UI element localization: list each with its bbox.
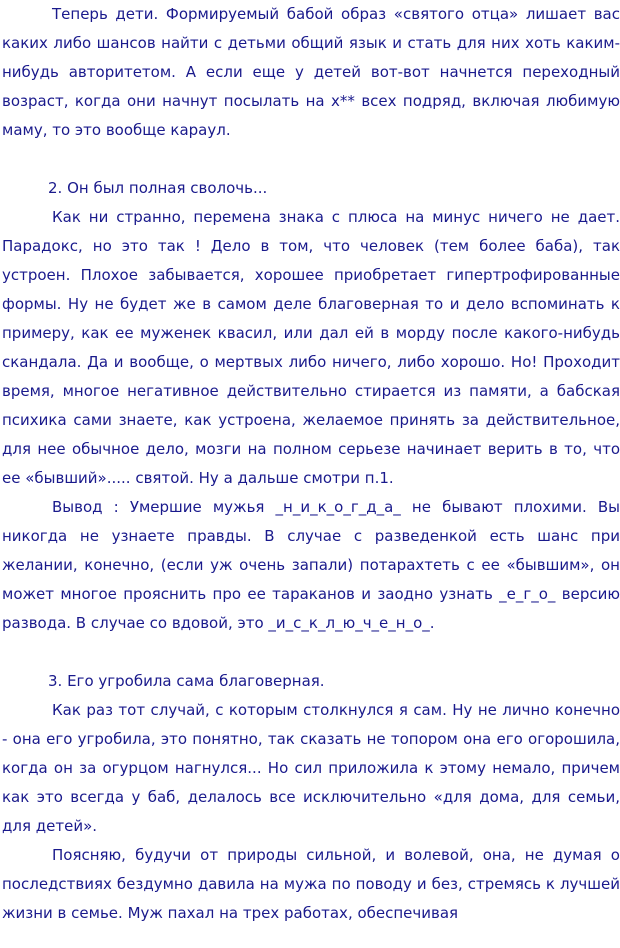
section-heading-3: 3. Его угробила сама благоверная.: [48, 672, 325, 690]
paragraph-conclusion: Вывод : Умершие мужья _н_и_к_о_г_д_а_ не бывают плохими. Вы никогда не узнаете правды. В случае с разведенкой есть шанс при желании, конечно, (если уж очень запали) потарахтеть с ее «бывшим», он может многое прояснить про ее тараканов и заодно узнать _е_г_о_ версию развода. В случае со вдовой, это _и_с_к_л_ю_ч_е_н_о_.: [2, 498, 620, 632]
paragraph-explanation: Поясняю, будучи от природы сильной, и волевой, она, не думая о последствиях бездумно давила на мужа по поводу и без, стремясь к лучшей жизни в семье. Муж пахал на трех работах, обеспечивая: [2, 846, 620, 922]
section-gap: [0, 638, 620, 667]
section-heading-2: 2. Он был полная сволочь...: [48, 179, 268, 197]
paragraph-case: Как раз тот случай, с которым столкнулся я сам. Ну не лично конечно - она его угробила, это понятно, так сказать не топором она его огорошила, когда он за огурцом нагнулся... Но сил приложила к этому немало, причем как это всегда у баб, делалось все исключительно «для дома, для семьи, для детей».: [2, 701, 620, 835]
paragraph-children: Теперь дети. Формируемый бабой образ «святого отца» лишает вас каких либо шансов найти с детьми общий язык и стать для них хоть каким-нибудь авторитетом. А если еще у детей вот-вот начнется переходный возраст, когда они начнут посылать на х** всех подряд, включая любимую маму, то это вообще караул.: [2, 5, 620, 139]
section-gap: [0, 145, 620, 174]
paragraph-paradox: Как ни странно, перемена знака с плюса на минус ничего не дает. Парадокс, но это так ! Дело в том, что человек (тем более баба), так устроен. Плохое забывается, хорошее приобретает гипертрофированные формы. Ну не будет же в самом деле благоверная то и дело вспоминать к примеру, как ее муженек квасил, или дал ей в морду после какого-нибудь скандала. Да и вообще, о мертвых либо ничего, либо хорошо. Но! Проходит время, многое негативное действительно стирается из памяти, а бабская психика сами знаете, как устроена, желаемое принять за действительное, для нее обычное дело, мозги на полном серьезе начинает верить в то, что ее «бывший»..... святой. Ну а дальше смотри п.1.: [2, 208, 620, 487]
